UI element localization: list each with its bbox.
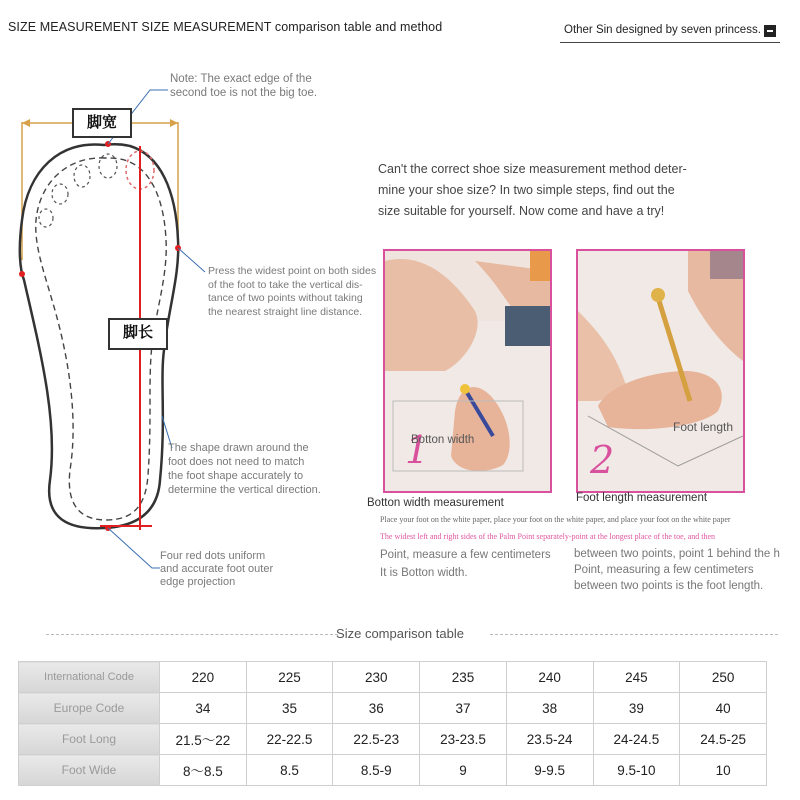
- third-toe: [74, 165, 90, 187]
- foot-width-tag: 脚宽: [72, 108, 132, 138]
- intro-line: mine your shoe size? In two simple steps, find out the: [378, 183, 675, 197]
- table-cell: 35: [246, 693, 333, 724]
- table-cell: 40: [680, 693, 767, 724]
- minus-icon[interactable]: [764, 25, 776, 37]
- table-row: [19, 693, 767, 724]
- cloth-shape: [710, 251, 743, 279]
- note-widest-point: [208, 265, 408, 319]
- foot-diagram: [0, 60, 420, 600]
- desc-line: It is Botton width.: [380, 567, 468, 579]
- table-cell: 24-24.5: [593, 724, 680, 755]
- desc-line: between two points, point 1 behind the h: [574, 548, 780, 560]
- shorts-shape: [505, 306, 550, 346]
- desc-line: Point, measure a few centimeters: [380, 549, 551, 561]
- step1-description: [380, 546, 551, 582]
- measure-dot-left: [19, 271, 25, 277]
- table-cell: 21.5～22: [160, 724, 247, 755]
- intro-line: Can't the correct shoe size measurement method deter-: [378, 162, 687, 176]
- foot-length-tag: 脚长: [108, 318, 168, 350]
- note-line: determine the vertical direction.: [168, 484, 321, 496]
- table-row: [19, 755, 767, 786]
- table-cell: 9-9.5: [506, 755, 593, 786]
- note-line: foot does not need to match: [168, 456, 305, 468]
- step2-photo: [576, 249, 745, 493]
- arrow-right-icon: [170, 119, 178, 127]
- step-number: 1: [405, 428, 430, 472]
- instruction-fine-print: Place your foot on the white paper, place your foot on the white paper, and place your foot on the white paper: [380, 515, 731, 524]
- note-line: Press the widest point on both sides: [208, 265, 377, 277]
- table-row: [19, 662, 767, 693]
- note-line: of the foot to take the vertical dis-: [208, 278, 363, 291]
- table-cell: 10: [680, 755, 767, 786]
- note-line: The shape drawn around the: [168, 442, 309, 454]
- table-cell: 8.5: [246, 755, 333, 786]
- row-label: International Code: [19, 662, 160, 693]
- table-cell: 240: [506, 662, 593, 693]
- table-cell: 250: [680, 662, 767, 693]
- table-cell: 9.5-10: [593, 755, 680, 786]
- note-line: Four red dots uniform: [160, 550, 266, 562]
- table-cell: 8.5-9: [333, 755, 420, 786]
- table-cell: 220: [160, 662, 247, 693]
- table-cell: 235: [420, 662, 507, 693]
- table-cell: 24.5-25: [680, 724, 767, 755]
- note-line: edge projection: [160, 576, 236, 588]
- desc-line: between two points is the foot length.: [574, 580, 764, 592]
- instruction-fine-print-pink: The widest left and right sides of the Palm Point separately-point at the longest place of the toe, and then: [380, 532, 716, 541]
- header-underline: [560, 42, 780, 43]
- designer-note: Other Sin designed by seven princess.: [564, 24, 761, 36]
- step1-overlay: Botton width: [411, 434, 475, 446]
- leader-widest: [178, 248, 205, 272]
- step1-caption: Botton width measurement: [367, 497, 504, 509]
- note-line: tance of two points without taking: [208, 292, 363, 304]
- table-cell: 245: [593, 662, 680, 693]
- table-cell: 36: [333, 693, 420, 724]
- intro-line: size suitable for yourself. Now come and have a try!: [378, 204, 665, 218]
- row-label: Foot Wide: [19, 755, 160, 786]
- fourth-toe: [52, 184, 68, 204]
- table-cell: 34: [160, 693, 247, 724]
- table-cell: 22-22.5: [246, 724, 333, 755]
- table-cell: 230: [333, 662, 420, 693]
- table-cell: 23-23.5: [420, 724, 507, 755]
- table-cell: 37: [420, 693, 507, 724]
- note-line: second toe is not the big toe.: [170, 87, 318, 99]
- step2-description: [574, 546, 780, 594]
- page-header-title: SIZE MEASUREMENT SIZE MEASUREMENT comparison table and method: [8, 20, 443, 34]
- step-number: 2: [590, 438, 615, 482]
- step2-caption: Foot length measurement: [576, 492, 708, 504]
- step2-overlay: Foot length: [673, 420, 734, 434]
- table-cell: 8～8.5: [160, 755, 247, 786]
- note-line: the foot shape accurately to: [168, 470, 304, 482]
- table-cell: 9: [420, 755, 507, 786]
- little-toe: [39, 209, 53, 227]
- leader-dots: [108, 528, 160, 568]
- table-cell: 23.5-24: [506, 724, 593, 755]
- note-line: Note: The exact edge of the: [170, 73, 312, 85]
- table-row: [19, 724, 767, 755]
- table-cell: 39: [593, 693, 680, 724]
- note-red-dots: [160, 550, 295, 589]
- step1-photo: [383, 249, 552, 493]
- cloth-shape: [530, 251, 550, 281]
- table-cell: 225: [246, 662, 333, 693]
- note-shape: [168, 441, 348, 497]
- note-line: the nearest straight line distance.: [208, 305, 363, 318]
- note-second-toe: [170, 72, 317, 100]
- intro-text: [378, 159, 708, 222]
- note-line: and accurate foot outer: [160, 563, 274, 575]
- table-cell: 38: [506, 693, 593, 724]
- table-cell: 22.5-23: [333, 724, 420, 755]
- desc-line: Point, measuring a few centimeters: [574, 564, 754, 576]
- row-label: Foot Long: [19, 724, 160, 755]
- size-table-title: Size comparison table: [336, 626, 464, 641]
- row-label: Europe Code: [19, 693, 160, 724]
- size-comparison-table: [18, 661, 767, 786]
- arrow-left-icon: [22, 119, 30, 127]
